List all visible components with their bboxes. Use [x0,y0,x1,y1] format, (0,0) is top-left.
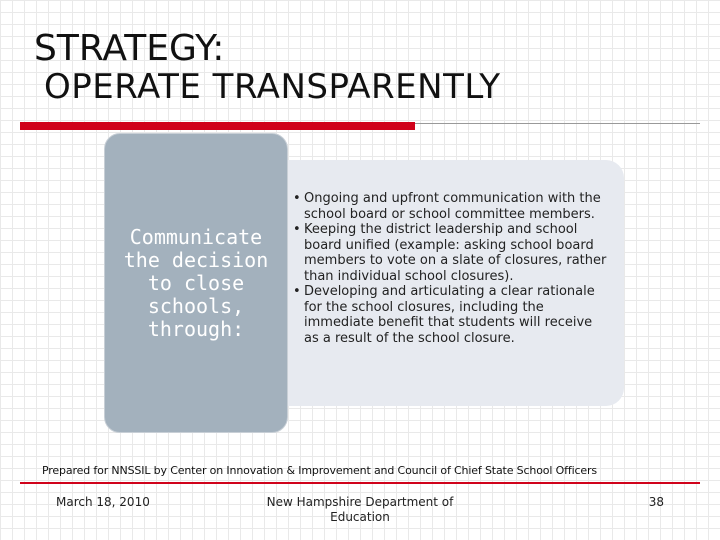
details-panel [288,160,624,406]
strategy-card-text: Communicate the decision to close schools, through: [123,224,269,341]
title-line-1: STRATEGY: [34,28,225,69]
bullet-dot-icon: • [293,191,301,206]
strategy-card [104,133,288,433]
footer-divider [20,482,700,484]
footer-date: March 18, 2010 [56,495,150,509]
bullet-item [288,222,608,284]
bullet-text: Developing and articulating a clear rationale for the school closures, including the immediate benefit that students will receive as a result of the school closure. [304,284,595,346]
bullet-text: Keeping the district leadership and school board unified (example: asking school board members to vote on a slate of closures, rather than individual school closures). [304,222,607,284]
page-number: 38 [648,495,664,509]
title-accent-bar [20,122,415,130]
bullet-text: Ongoing and upfront communication with the school board or school committee members. [304,191,601,222]
slide-title [34,30,501,106]
footer-credit: Prepared for NNSSIL by Center on Innovation & Improvement and Council of Chief State School Officers [42,464,597,477]
footer-organization: New Hampshire Department of Education [266,495,454,524]
bullet-item [288,284,608,346]
bullet-dot-icon: • [293,222,301,237]
title-line-2: OPERATE TRANSPARENTLY [44,66,501,107]
bullet-dot-icon: • [293,284,301,299]
bullet-list [288,191,608,346]
bullet-item [288,191,608,222]
